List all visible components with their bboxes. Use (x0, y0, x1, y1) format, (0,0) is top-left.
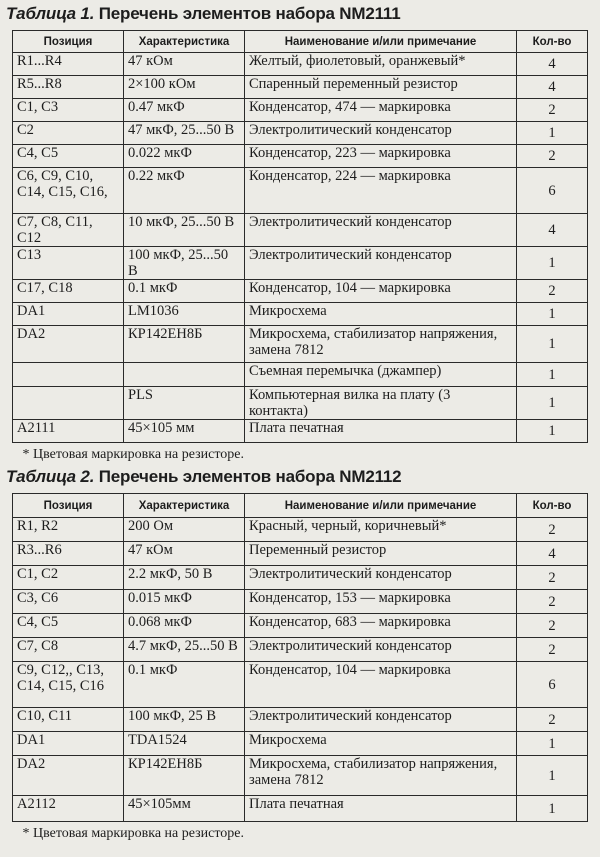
position-cell: R1, R2 (13, 518, 124, 542)
table-row (13, 662, 588, 708)
qty-cell: 1 (517, 363, 588, 387)
qty-cell: 1 (517, 247, 588, 280)
name-cell: Микросхема (245, 303, 517, 326)
table2-header-position: Позиция (13, 494, 124, 518)
name-cell: Микросхема (245, 732, 517, 756)
characteristic-cell: 47 мкФ, 25...50 В (124, 122, 245, 145)
characteristic-cell: 0.1 мкФ (124, 280, 245, 303)
qty-cell: 2 (517, 638, 588, 662)
position-cell: C1, C3 (13, 99, 124, 122)
table2 (12, 493, 588, 850)
name-cell: Конденсатор, 683 — маркировка (245, 614, 517, 638)
table-row (13, 247, 588, 280)
table-row (13, 99, 588, 122)
qty-cell: 1 (517, 420, 588, 443)
characteristic-cell: 2×100 кОм (124, 76, 245, 99)
name-cell: Плата печатная (245, 796, 517, 822)
name-cell: Конденсатор, 153 — маркировка (245, 590, 517, 614)
table1-header-characteristic: Характеристика (124, 31, 245, 53)
name-cell: Конденсатор, 104 — маркировка (245, 662, 517, 708)
table1-footnote: * Цветовая маркировка на резисторе. (13, 443, 588, 471)
name-cell: Спаренный переменный резистор (245, 76, 517, 99)
position-cell: C3, C6 (13, 590, 124, 614)
qty-cell: 1 (517, 326, 588, 363)
qty-cell: 1 (517, 387, 588, 420)
qty-cell: 1 (517, 756, 588, 796)
position-cell: C6, C9, C10, C14, C15, C16, (13, 168, 124, 214)
characteristic-cell: КР142ЕН8Б (124, 756, 245, 796)
qty-cell: 4 (517, 542, 588, 566)
characteristic-cell: 200 Ом (124, 518, 245, 542)
name-cell: Красный, черный, коричневый* (245, 518, 517, 542)
position-cell: DA1 (13, 303, 124, 326)
table-row (13, 168, 588, 214)
characteristic-cell: LM1036 (124, 303, 245, 326)
table1-caption (6, 4, 400, 24)
name-cell: Плата печатная (245, 420, 517, 443)
table1-caption-label: Таблица 1. (6, 4, 95, 23)
characteristic-cell: 0.22 мкФ (124, 168, 245, 214)
qty-cell: 2 (517, 566, 588, 590)
name-cell: Желтый, фиолетовый, оранжевый* (245, 53, 517, 76)
characteristic-cell: PLS (124, 387, 245, 420)
name-cell: Конденсатор, 474 — маркировка (245, 99, 517, 122)
name-cell: Электролитический конденсатор (245, 708, 517, 732)
characteristic-cell: 45×105мм (124, 796, 245, 822)
table1-header-position: Позиция (13, 31, 124, 53)
qty-cell: 1 (517, 122, 588, 145)
qty-cell: 6 (517, 662, 588, 708)
table-row (13, 542, 588, 566)
table-row (13, 387, 588, 420)
table2-header-qty: Кол-во (517, 494, 588, 518)
characteristic-cell: 100 мкФ, 25...50 В (124, 247, 245, 280)
position-cell: A2112 (13, 796, 124, 822)
position-cell: R3...R6 (13, 542, 124, 566)
name-cell: Съемная перемычка (джампер) (245, 363, 517, 387)
table1-header-name: Наименование и/или примечание (245, 31, 517, 53)
name-cell: Электролитический конденсатор (245, 214, 517, 247)
position-cell: R5...R8 (13, 76, 124, 99)
qty-cell: 2 (517, 145, 588, 168)
table1 (12, 30, 588, 471)
table-row (13, 796, 588, 822)
characteristic-cell (124, 363, 245, 387)
table-row (13, 76, 588, 99)
table-row (13, 756, 588, 796)
position-cell: DA1 (13, 732, 124, 756)
qty-cell: 2 (517, 614, 588, 638)
qty-cell: 2 (517, 708, 588, 732)
table2-header-characteristic: Характеристика (124, 494, 245, 518)
position-cell: R1...R4 (13, 53, 124, 76)
position-cell: C2 (13, 122, 124, 145)
position-cell: C17, C18 (13, 280, 124, 303)
position-cell: C4, C5 (13, 614, 124, 638)
name-cell: Микросхема, стабилизатор напряжения, замена 7812 (245, 756, 517, 796)
table2-footnote: * Цветовая маркировка на резисторе. (13, 822, 588, 850)
table-row (13, 145, 588, 168)
table-row (13, 732, 588, 756)
position-cell: A2111 (13, 420, 124, 443)
characteristic-cell: 47 кОм (124, 542, 245, 566)
table-row (13, 326, 588, 363)
qty-cell: 2 (517, 99, 588, 122)
table-row (13, 280, 588, 303)
name-cell: Конденсатор, 223 — маркировка (245, 145, 517, 168)
name-cell: Электролитический конденсатор (245, 247, 517, 280)
qty-cell: 4 (517, 214, 588, 247)
table2-caption (6, 467, 401, 487)
characteristic-cell: TDA1524 (124, 732, 245, 756)
characteristic-cell: 0.015 мкФ (124, 590, 245, 614)
table-row (13, 590, 588, 614)
characteristic-cell: 2.2 мкФ, 50 В (124, 566, 245, 590)
name-cell: Переменный резистор (245, 542, 517, 566)
table-row (13, 214, 588, 247)
table-row (13, 566, 588, 590)
characteristic-cell: 0.068 мкФ (124, 614, 245, 638)
position-cell: C7, C8 (13, 638, 124, 662)
table-row (13, 53, 588, 76)
qty-cell: 2 (517, 590, 588, 614)
position-cell: C7, C8, C11, C12 (13, 214, 124, 247)
characteristic-cell: 0.1 мкФ (124, 662, 245, 708)
characteristic-cell: 45×105 мм (124, 420, 245, 443)
table-row (13, 420, 588, 443)
name-cell: Конденсатор, 224 — маркировка (245, 168, 517, 214)
table-row (13, 518, 588, 542)
table-row (13, 614, 588, 638)
table2-header-name: Наименование и/или примечание (245, 494, 517, 518)
table1-caption-text: Перечень элементов набора NM2111 (94, 4, 401, 23)
characteristic-cell: 0.47 мкФ (124, 99, 245, 122)
table1-header-qty: Кол-во (517, 31, 588, 53)
qty-cell: 1 (517, 303, 588, 326)
position-cell: DA2 (13, 326, 124, 363)
name-cell: Микросхема, стабилизатор напряжения, замена 7812 (245, 326, 517, 363)
name-cell: Электролитический конденсатор (245, 638, 517, 662)
name-cell: Конденсатор, 104 — маркировка (245, 280, 517, 303)
qty-cell: 4 (517, 53, 588, 76)
table-row (13, 708, 588, 732)
name-cell: Электролитический конденсатор (245, 566, 517, 590)
name-cell: Компьютерная вилка на плату (3 контакта) (245, 387, 517, 420)
qty-cell: 4 (517, 76, 588, 99)
position-cell: C13 (13, 247, 124, 280)
table2-caption-label: Таблица 2. (6, 467, 95, 486)
qty-cell: 1 (517, 732, 588, 756)
characteristic-cell: 4.7 мкФ, 25...50 В (124, 638, 245, 662)
position-cell (13, 387, 124, 420)
table-row (13, 303, 588, 326)
qty-cell: 1 (517, 796, 588, 822)
position-cell (13, 363, 124, 387)
characteristic-cell: 0.022 мкФ (124, 145, 245, 168)
table-row (13, 122, 588, 145)
position-cell: C4, C5 (13, 145, 124, 168)
position-cell: C1, C2 (13, 566, 124, 590)
position-cell: C9, C12,, C13, C14, C15, C16 (13, 662, 124, 708)
position-cell: C10, C11 (13, 708, 124, 732)
name-cell: Электролитический конденсатор (245, 122, 517, 145)
qty-cell: 2 (517, 280, 588, 303)
qty-cell: 2 (517, 518, 588, 542)
position-cell: DA2 (13, 756, 124, 796)
characteristic-cell: КР142ЕН8Б (124, 326, 245, 363)
qty-cell: 6 (517, 168, 588, 214)
table2-caption-text: Перечень элементов набора NM2112 (94, 467, 402, 486)
characteristic-cell: 10 мкФ, 25...50 В (124, 214, 245, 247)
characteristic-cell: 100 мкФ, 25 В (124, 708, 245, 732)
characteristic-cell: 47 кОм (124, 53, 245, 76)
table-row (13, 363, 588, 387)
table-row (13, 638, 588, 662)
